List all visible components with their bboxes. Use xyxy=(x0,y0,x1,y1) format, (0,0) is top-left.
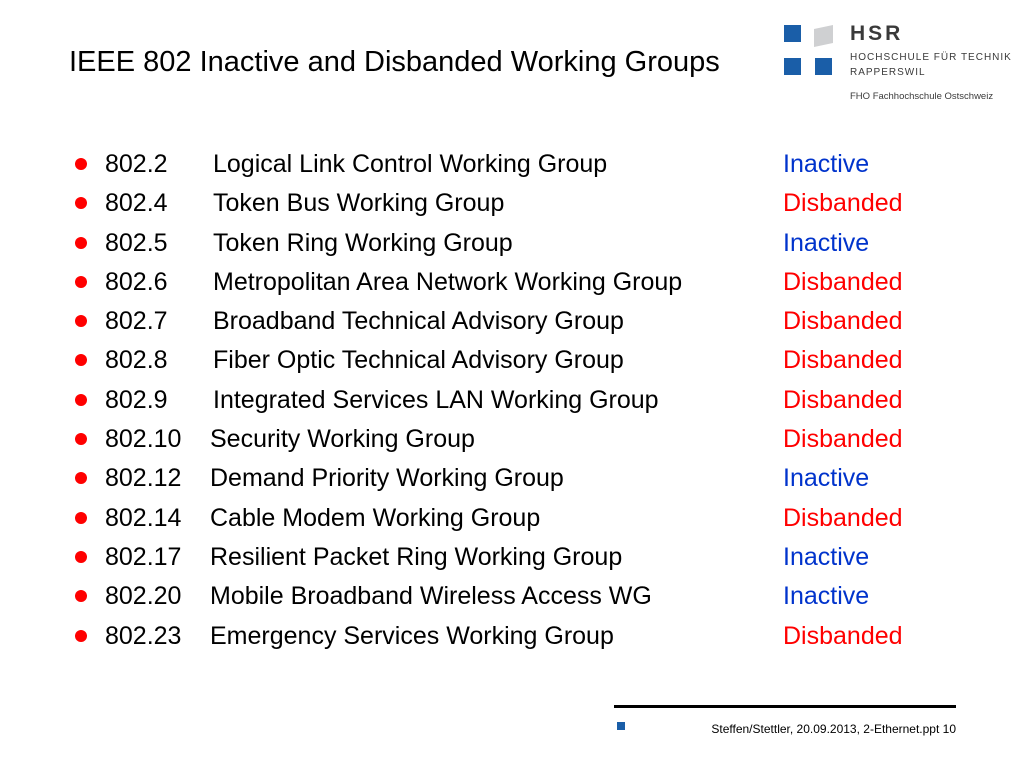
group-number: 802.23 xyxy=(105,621,182,650)
group-name: Token Bus Working Group xyxy=(213,189,505,218)
list-item xyxy=(70,499,970,538)
footer-square-icon xyxy=(617,722,625,730)
logo-line1: HOCHSCHULE FÜR TECHNIK xyxy=(850,52,1012,63)
bullet-icon xyxy=(75,354,87,366)
bullet-icon xyxy=(75,433,87,445)
group-name: Resilient Packet Ring Working Group xyxy=(210,542,623,571)
logo-square-icon xyxy=(784,58,801,75)
list-item xyxy=(70,302,970,341)
group-name: Demand Priority Working Group xyxy=(210,464,564,493)
logo-subtitle: FHO Fachhochschule Ostschweiz xyxy=(850,91,994,102)
bullet-icon xyxy=(75,315,87,327)
group-status: Inactive xyxy=(783,464,870,493)
list-item xyxy=(70,381,970,420)
group-status: Inactive xyxy=(783,228,870,257)
bullet-icon xyxy=(75,472,87,484)
list-item xyxy=(70,341,970,380)
working-group-list xyxy=(70,145,970,656)
group-name: Metropolitan Area Network Working Group xyxy=(213,267,683,296)
list-item xyxy=(70,184,970,223)
group-number: 802.14 xyxy=(105,503,182,532)
group-name: Integrated Services LAN Working Group xyxy=(213,385,659,414)
group-number: 802.2 xyxy=(105,150,168,178)
group-status: Inactive xyxy=(783,582,870,611)
list-item xyxy=(70,420,970,459)
list-item xyxy=(70,263,970,302)
group-name: Fiber Optic Technical Advisory Group xyxy=(213,346,624,375)
group-status: Disbanded xyxy=(783,385,903,414)
group-status: Inactive xyxy=(783,542,870,571)
group-name: Logical Link Control Working Group xyxy=(213,150,608,178)
group-number: 802.20 xyxy=(105,582,182,611)
group-status: Inactive xyxy=(783,150,870,178)
group-name: Token Ring Working Group xyxy=(213,228,513,257)
bullet-icon xyxy=(75,551,87,563)
list-item xyxy=(70,145,970,184)
logo-square-icon xyxy=(815,58,832,75)
bullet-icon xyxy=(75,158,87,170)
bullet-icon xyxy=(75,394,87,406)
bullet-icon xyxy=(75,590,87,602)
bullet-icon xyxy=(75,512,87,524)
group-number: 802.9 xyxy=(105,385,168,414)
group-number: 802.4 xyxy=(105,189,168,218)
group-number: 802.5 xyxy=(105,228,168,257)
group-status: Disbanded xyxy=(783,189,903,218)
logo-square-icon xyxy=(814,25,833,47)
group-status: Disbanded xyxy=(783,346,903,375)
list-item xyxy=(70,617,970,656)
bullet-icon xyxy=(75,197,87,209)
group-number: 802.8 xyxy=(105,346,168,375)
bullet-icon xyxy=(75,237,87,249)
list-item xyxy=(70,459,970,498)
group-name: Security Working Group xyxy=(210,425,475,454)
group-number: 802.17 xyxy=(105,542,182,571)
group-number: 802.7 xyxy=(105,307,168,336)
slide-title: IEEE 802 Inactive and Disbanded Working Groups xyxy=(69,46,720,78)
group-status: Disbanded xyxy=(783,267,903,296)
footer-divider xyxy=(614,705,956,708)
group-name: Mobile Broadband Wireless Access WG xyxy=(210,582,652,611)
hsr-logo xyxy=(784,22,1014,105)
group-status: Disbanded xyxy=(783,425,903,454)
bullet-icon xyxy=(75,630,87,642)
group-number: 802.10 xyxy=(105,425,182,454)
group-number: 802.12 xyxy=(105,464,182,493)
group-number: 802.6 xyxy=(105,267,168,296)
bullet-icon xyxy=(75,276,87,288)
group-name: Cable Modem Working Group xyxy=(210,503,541,532)
group-name: Broadband Technical Advisory Group xyxy=(213,307,624,336)
group-status: Disbanded xyxy=(783,621,903,650)
logo-line2: RAPPERSWIL xyxy=(850,67,926,78)
list-item xyxy=(70,224,970,263)
logo-square-icon xyxy=(784,25,801,42)
logo-name: HSR xyxy=(850,22,904,45)
group-name: Emergency Services Working Group xyxy=(210,621,614,650)
group-status: Disbanded xyxy=(783,307,903,336)
list-item xyxy=(70,577,970,616)
list-item xyxy=(70,538,970,577)
footer-text: Steffen/Stettler, 20.09.2013, 2-Ethernet.ppt 10 xyxy=(711,722,956,736)
group-status: Disbanded xyxy=(783,503,903,532)
